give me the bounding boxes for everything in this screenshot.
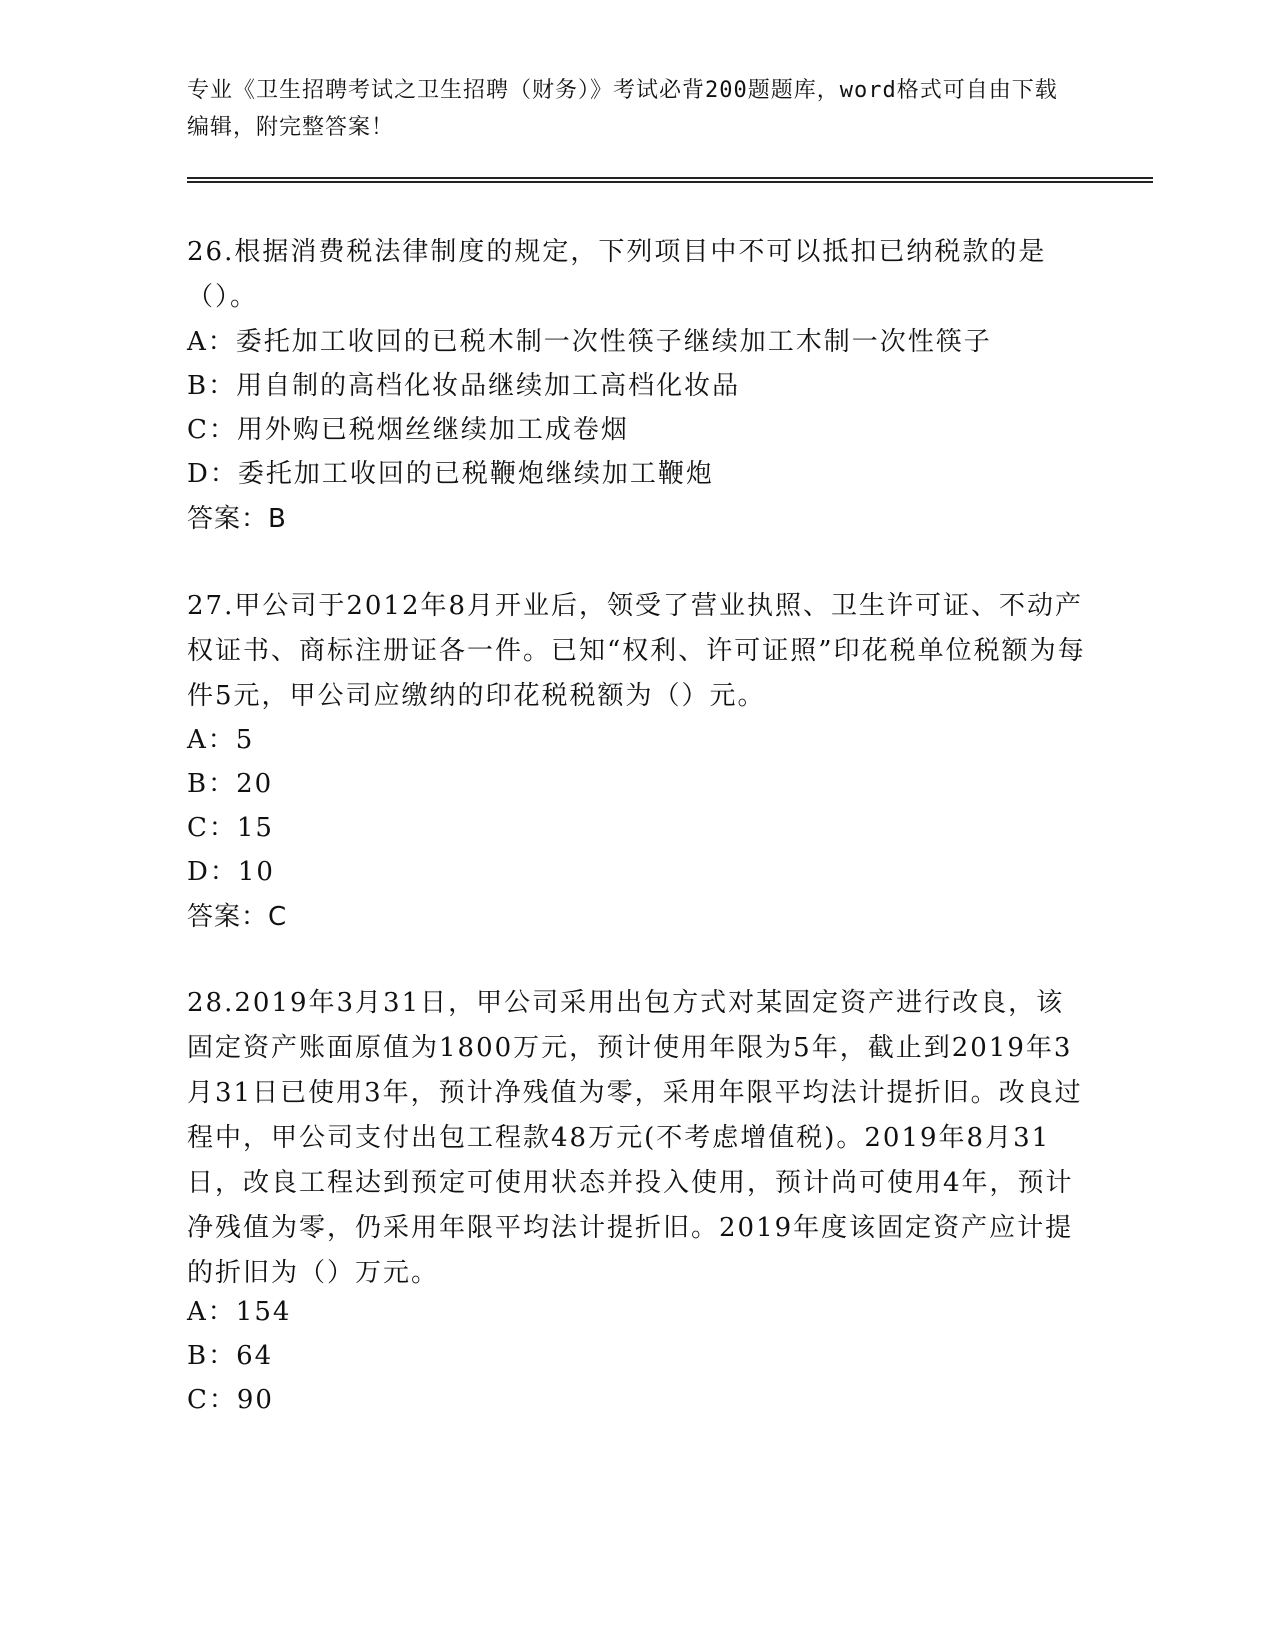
question-27-option-a: A：5 [187,725,255,755]
question-26-option-c: C：用外购已税烟丝继续加工成卷烟 [187,415,629,445]
question-26-option-a: A：委托加工收回的已税木制一次性筷子继续加工木制一次性筷子 [187,327,992,357]
question-26-option-d: D：委托加工收回的已税鞭炮继续加工鞭炮 [187,459,714,489]
question-28-option-c: C：90 [187,1385,274,1415]
question-26-answer: 答案：B [187,504,287,534]
question-27-option-b: B：20 [187,769,274,799]
question-27-text: 27.甲公司于2012年8月开业后，领受了营业执照、卫生许可证、不动产权证书、商标注册证各一件。已知“权利、许可证照”印花税单位税额为每件5元，甲公司应缴纳的印花税税额为（）元。 [187,591,1086,711]
question-27-answer: 答案：C [187,902,288,932]
question-28-text: 28.2019年3月31日，甲公司采用出包方式对某固定资产进行改良，该固定资产账面原值为1800万元，预计使用年限为5年，截止到2019年3月31日已使用3年，预计净残值为零，采用年限平均法计提折旧。改良过程中，甲公司支付出包工程款48万元(不考虑增值税)。2019年8月31日，改良工程达到预定可使用状态并投入使用，预计尚可使用4年，预计净残值为零，仍采用年限平均法计提折旧。2019年度该固定资产应计提的折旧为（）万元。 [187,988,1083,1288]
header-rule-top [187,177,1153,179]
question-26-text: 26.根据消费税法律制度的规定，下列项目中不可以抵扣已纳税款的是（）。 [187,237,1047,312]
question-26-option-b: B：用自制的高档化妆品继续加工高档化妆品 [187,371,741,401]
document-header: 专业《卫生招聘考试之卫生招聘（财务）》考试必背200题题库，word格式可自由下载编辑，附完整答案！ [187,78,1058,140]
question-27-option-d: D：10 [187,857,275,887]
header-rule-bottom [187,181,1153,183]
question-28-option-b: B：64 [187,1341,274,1371]
question-27-option-c: C：15 [187,813,274,843]
question-28-option-a: A：154 [187,1297,292,1327]
